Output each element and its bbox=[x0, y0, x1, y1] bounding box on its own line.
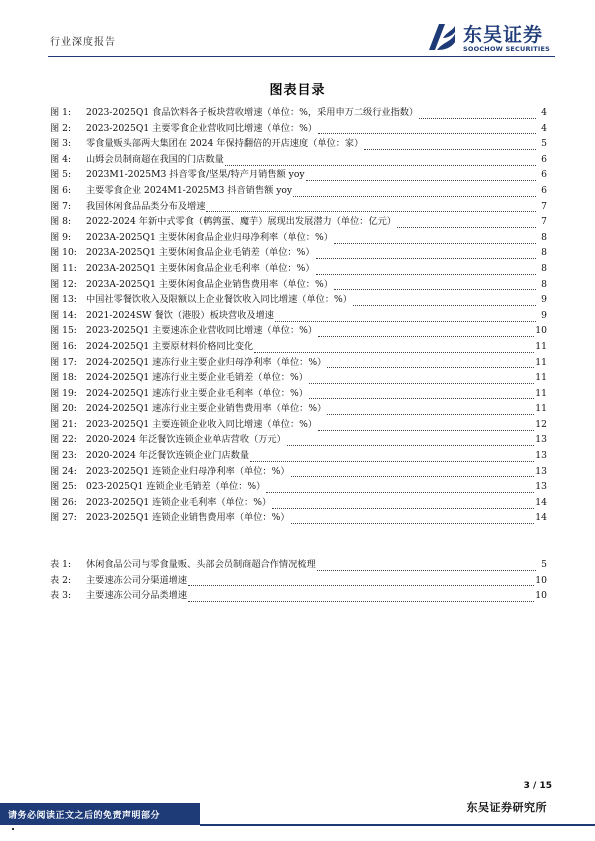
toc-entry-title: 2024-2025Q1 主要原材料价格同比变化 bbox=[86, 340, 254, 352]
toc-leader-dots bbox=[250, 452, 534, 462]
toc-entry[interactable] bbox=[50, 214, 547, 230]
toc-entry-title: 2023A-2025Q1 主要休闲食品企业销售费用率（单位：%） bbox=[86, 278, 333, 290]
toc-leader-dots bbox=[318, 421, 534, 431]
toc-entry-title: 2020-2024 年泛餐饮连锁企业门店数量 bbox=[86, 450, 250, 462]
toc-leader-dots bbox=[293, 187, 536, 197]
toc-entry-page: 6 bbox=[541, 153, 547, 165]
logo-mark-icon bbox=[425, 20, 459, 54]
toc-entry-page: 11 bbox=[535, 387, 547, 399]
toc-entry-title: 山姆会员制商超在我国的门店数量 bbox=[86, 153, 224, 165]
toc-leader-dots bbox=[327, 358, 534, 368]
toc-leader-dots bbox=[334, 280, 536, 290]
toc-leader-dots bbox=[275, 312, 536, 322]
toc-entry[interactable] bbox=[50, 495, 547, 511]
toc-entry[interactable] bbox=[50, 308, 547, 324]
toc-entry[interactable] bbox=[50, 183, 547, 199]
toc-entry[interactable] bbox=[50, 292, 547, 308]
toc-entry-title: 2023-2025Q1 主要零食企业营收同比增速（单位：%） bbox=[86, 122, 318, 134]
toc-entry-page: 8 bbox=[541, 262, 547, 274]
toc-entry-label: 图 12: bbox=[50, 278, 77, 290]
toc-entry[interactable] bbox=[50, 323, 547, 339]
toc-entry[interactable] bbox=[50, 464, 547, 480]
toc-entry-label: 图 10: bbox=[50, 247, 77, 259]
toc-entry[interactable] bbox=[50, 370, 547, 386]
toc-entry-page: 13 bbox=[535, 481, 547, 493]
toc-entry-title: 2023-2025Q1 连锁企业销售费用率（单位：%） bbox=[86, 512, 290, 524]
toc-entry-label: 图 25: bbox=[50, 481, 77, 493]
toc-entry-title: 2024-2025Q1 速冻行业主要企业毛销差（单位：%） bbox=[86, 372, 308, 384]
toc-entry-page: 6 bbox=[541, 169, 547, 181]
toc-entry[interactable] bbox=[50, 121, 547, 137]
toc-entry-page: 11 bbox=[535, 340, 547, 352]
toc-leader-dots bbox=[291, 514, 535, 524]
company-logo bbox=[425, 20, 555, 56]
logo-chinese-name: 东吴证券 bbox=[463, 24, 544, 46]
toc-entry-label: 图 2: bbox=[50, 122, 72, 134]
footer-institute: 东吴证券研究所 bbox=[466, 801, 547, 814]
toc-entry-title: 2023-2025Q1 主要连锁企业收入同比增速（单位：%） bbox=[86, 418, 318, 430]
header-divider bbox=[48, 56, 555, 57]
toc-entry-title: 休闲食品公司与零食量贩、头部会员制商超合作情况梳理 bbox=[86, 559, 316, 570]
toc-entry-label: 图 23: bbox=[50, 450, 77, 462]
toc-entry-page: 8 bbox=[541, 278, 547, 290]
toc-entry[interactable] bbox=[50, 339, 547, 355]
toc-entry-page: 9 bbox=[541, 309, 547, 321]
toc-entry[interactable] bbox=[50, 277, 547, 293]
toc-entry-label: 图 8: bbox=[50, 216, 72, 228]
toc-entry-label: 表 2: bbox=[50, 574, 72, 586]
toc-entry-title: 2020-2024 年泛餐饮连锁企业单店营收（万元） bbox=[86, 434, 286, 446]
toc-entry[interactable] bbox=[50, 588, 547, 604]
toc-leader-dots bbox=[287, 436, 535, 446]
toc-entry-title: 2022-2024 年新中式零食（鹌鹑蛋、魔芋）展现出发展潜力（单位：亿元） bbox=[86, 216, 397, 228]
toc-entry-label: 图 6: bbox=[50, 184, 72, 196]
toc-entry-page: 8 bbox=[541, 247, 547, 259]
toc-entry-page: 6 bbox=[541, 184, 547, 196]
toc-leader-dots bbox=[306, 171, 536, 181]
toc-entry[interactable] bbox=[50, 573, 547, 589]
toc-entry-title: 2023-2025Q1 连锁企业归母净利率（单位：%） bbox=[86, 465, 290, 477]
header-section-label: 行业深度报告 bbox=[50, 37, 116, 48]
toc-leader-dots bbox=[309, 374, 534, 384]
toc-entry-page: 12 bbox=[535, 418, 547, 430]
toc-entry-label: 图 7: bbox=[50, 200, 72, 212]
toc-entry-title: 2023A-2025Q1 主要休闲食品企业毛利率（单位：%） bbox=[86, 262, 315, 274]
figure-list bbox=[50, 105, 547, 526]
toc-entry-page: 10 bbox=[535, 574, 547, 586]
toc-leader-dots bbox=[188, 576, 534, 586]
toc-entry-label: 图 11: bbox=[50, 262, 77, 274]
toc-entry-title: 中国社零餐饮收入及限额以上企业餐饮收入同比增速（单位：%） bbox=[86, 294, 352, 306]
toc-leader-dots bbox=[334, 234, 536, 244]
toc-entry-title: 2023-2025Q1 主要速冻企业营收同比增速（单位：%） bbox=[86, 325, 318, 337]
toc-entry[interactable] bbox=[50, 230, 547, 246]
toc-entry-page: 4 bbox=[541, 122, 547, 134]
toc-entry[interactable] bbox=[50, 386, 547, 402]
toc-entry-page: 13 bbox=[535, 434, 547, 446]
toc-entry[interactable] bbox=[50, 199, 547, 215]
footer-dot bbox=[12, 828, 14, 830]
toc-entry-title: 主要速冻公司分品类增速 bbox=[86, 590, 188, 602]
toc-entry-page: 10 bbox=[535, 325, 547, 337]
toc-entry-title: 2024-2025Q1 速冻行业主要企业归母净利率（单位：%） bbox=[86, 356, 327, 368]
toc-leader-dots bbox=[272, 499, 534, 509]
toc-leader-dots bbox=[225, 156, 536, 166]
toc-entry-title: 2023M1-2025M3 抖音零食/坚果/特产月销售额 yoy bbox=[86, 169, 305, 181]
toc-entry-label: 图 14: bbox=[50, 309, 77, 321]
toc-entry-label: 图 17: bbox=[50, 356, 77, 368]
toc-entry-page: 14 bbox=[535, 512, 547, 524]
toc-entry-label: 图 22: bbox=[50, 434, 77, 446]
toc-entry-page: 9 bbox=[541, 294, 547, 306]
toc-entry-label: 图 13: bbox=[50, 294, 77, 306]
toc-entry[interactable] bbox=[50, 510, 547, 526]
toc-entry-page: 7 bbox=[541, 200, 547, 212]
toc-entry[interactable] bbox=[50, 152, 547, 168]
toc-entry[interactable] bbox=[50, 261, 547, 277]
toc-leader-dots bbox=[353, 296, 536, 306]
toc-entry[interactable] bbox=[50, 417, 547, 433]
toc-leader-dots bbox=[317, 561, 536, 571]
toc-leader-dots bbox=[309, 389, 534, 399]
toc-entry-title: 我国休闲食品品类分布及增速 bbox=[86, 200, 206, 212]
toc-entry-label: 图 18: bbox=[50, 372, 77, 384]
toc-entry[interactable] bbox=[50, 167, 547, 183]
toc-entry-title: 2023A-2025Q1 主要休闲食品企业毛销差（单位：%） bbox=[86, 247, 315, 259]
page-number: 3 / 15 bbox=[523, 781, 552, 791]
toc-entry-page: 11 bbox=[535, 356, 547, 368]
toc-leader-dots bbox=[266, 483, 534, 493]
toc-entry-page: 14 bbox=[535, 496, 547, 508]
toc-entry-label: 表 3: bbox=[50, 590, 72, 602]
toc-leader-dots bbox=[419, 109, 536, 119]
toc-leader-dots bbox=[188, 592, 534, 602]
footer-disclaimer: 请务必阅读正文之后的免责声明部分 bbox=[8, 811, 161, 821]
toc-entry[interactable] bbox=[50, 401, 547, 417]
toc-leader-dots bbox=[291, 467, 535, 477]
toc-entry[interactable] bbox=[50, 136, 547, 152]
toc-entry-page: 13 bbox=[535, 450, 547, 462]
toc-leader-dots bbox=[397, 218, 536, 228]
toc-entry-title: 2024-2025Q1 速冻行业主要企业销售费用率（单位：%） bbox=[86, 403, 327, 415]
toc-entry[interactable] bbox=[50, 432, 547, 448]
toc-entry-page: 5 bbox=[541, 559, 547, 570]
toc-entry-label: 图 3: bbox=[50, 138, 72, 150]
toc-entry[interactable] bbox=[50, 245, 547, 261]
toc-entry-title: 023-2025Q1 连锁企业毛销差（单位：%） bbox=[86, 481, 266, 493]
toc-entry-title: 2023A-2025Q1 主要休闲食品企业归母净利率（单位：%） bbox=[86, 231, 333, 243]
toc-entry-page: 8 bbox=[541, 231, 547, 243]
toc-leader-dots bbox=[318, 327, 534, 337]
toc-entry-page: 10 bbox=[535, 590, 547, 602]
toc-entry-page: 11 bbox=[535, 403, 547, 415]
footer-divider bbox=[200, 824, 595, 826]
toc-entry-label: 图 27: bbox=[50, 512, 77, 524]
toc-title: 图表目录 bbox=[269, 83, 326, 98]
toc-entry-page: 13 bbox=[535, 465, 547, 477]
toc-entry[interactable] bbox=[50, 557, 547, 573]
toc-entry[interactable] bbox=[50, 448, 547, 464]
toc-entry-label: 图 1: bbox=[50, 107, 72, 118]
toc-entry-label: 图 19: bbox=[50, 387, 77, 399]
toc-entry-label: 表 1: bbox=[50, 559, 72, 570]
toc-leader-dots bbox=[316, 265, 536, 275]
toc-entry-label: 图 4: bbox=[50, 153, 72, 165]
toc-entry-page: 11 bbox=[535, 372, 547, 384]
toc-entry-title: 2024-2025Q1 速冻行业主要企业毛利率（单位：%） bbox=[86, 387, 308, 399]
toc-leader-dots bbox=[206, 202, 536, 212]
toc-entry-page: 7 bbox=[541, 216, 547, 228]
logo-english-name: SOOCHOW SECURITIES bbox=[463, 45, 551, 53]
toc-entry[interactable] bbox=[50, 105, 547, 121]
toc-leader-dots bbox=[318, 124, 536, 134]
toc-entry-title: 主要零食企业 2024M1-2025M3 抖音销售额 yoy bbox=[86, 184, 293, 196]
toc-entry-label: 图 21: bbox=[50, 418, 77, 430]
toc-entry-label: 图 16: bbox=[50, 340, 77, 352]
toc-leader-dots bbox=[316, 249, 536, 259]
toc-entry-label: 图 26: bbox=[50, 496, 77, 508]
toc-leader-dots bbox=[364, 140, 536, 150]
toc-entry-title: 2021-2024SW 餐饮（港股）板块营收及增速 bbox=[86, 309, 274, 321]
toc-entry-page: 4 bbox=[541, 107, 547, 118]
toc-entry-label: 图 5: bbox=[50, 169, 72, 181]
toc-entry-title: 零食量贩头部两大集团在 2024 年保持翻倍的开店速度（单位：家） bbox=[86, 138, 364, 150]
toc-entry-label: 图 15: bbox=[50, 325, 77, 337]
toc-entry-label: 图 24: bbox=[50, 465, 77, 477]
toc-entry-title: 2023-2025Q1 食品饮料各子板块营收增速（单位：%，采用申万二级行业指数） bbox=[86, 107, 419, 118]
toc-leader-dots bbox=[254, 343, 534, 353]
toc-entry-label: 图 9: bbox=[50, 231, 72, 243]
table-list bbox=[50, 557, 547, 604]
toc-entry-title: 主要速冻公司分渠道增速 bbox=[86, 574, 188, 586]
toc-leader-dots bbox=[327, 405, 534, 415]
toc-entry-title: 2023-2025Q1 连锁企业毛利率（单位：%） bbox=[86, 496, 272, 508]
toc-entry-label: 图 20: bbox=[50, 403, 77, 415]
toc-entry-page: 5 bbox=[541, 138, 547, 150]
toc-entry[interactable] bbox=[50, 355, 547, 371]
toc-entry[interactable] bbox=[50, 479, 547, 495]
